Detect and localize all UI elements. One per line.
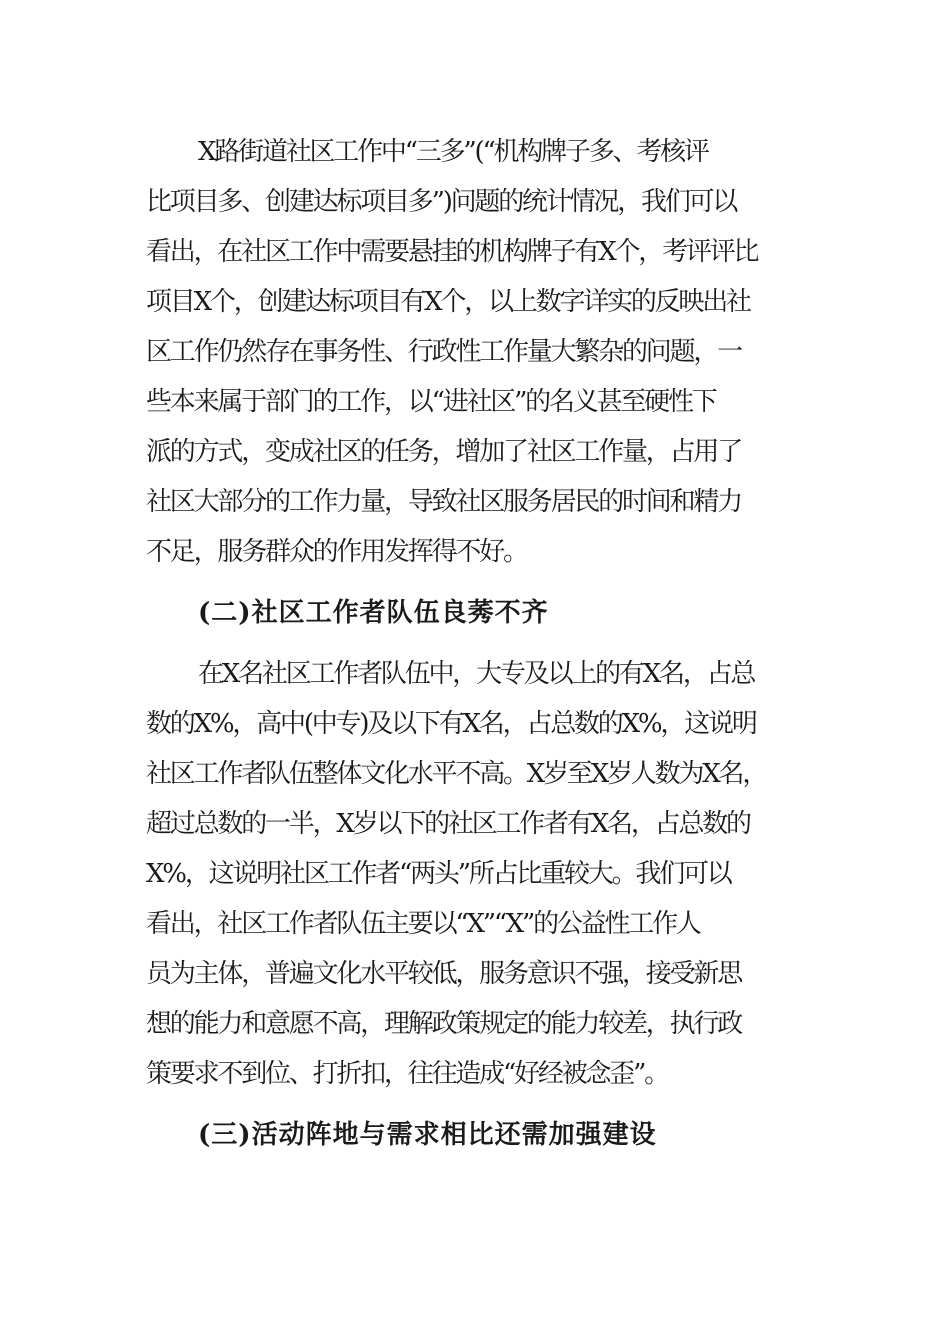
paragraph-line: 超过总数的一半，X岁以下的社区工作者有X名，占总数的 bbox=[146, 809, 750, 839]
paragraph-line: 在X名社区工作者队伍中，大专及以上的有X名，占总 bbox=[198, 659, 755, 689]
paragraph-line: 看出，社区工作者队伍主要以“X”“X”的公益性工作人 bbox=[146, 909, 700, 939]
section-heading-3: (三)活动阵地与需求相比还需加强建设 bbox=[198, 1120, 657, 1150]
paragraph-line: 不足，服务群众的作用发挥得不好。 bbox=[146, 537, 527, 567]
paragraph-line: 员为主体，普遍文化水平较低，服务意识不强，接受新思 bbox=[146, 959, 742, 989]
paragraph-line: 看出，在社区工作中需要悬挂的机构牌子有X个，考评评比 bbox=[146, 237, 758, 267]
paragraph-line: 派的方式，变成社区的任务，增加了社区工作量，占用了 bbox=[146, 437, 742, 467]
paragraph-line: 想的能力和意愿不高，理解政策规定的能力较差，执行政 bbox=[146, 1009, 742, 1039]
paragraph-line: 些本来属于部门的工作，以“进社区”的名义甚至硬性下 bbox=[146, 387, 716, 417]
paragraph-line: 区工作仍然存在事务性、行政性工作量大繁杂的问题，一 bbox=[146, 337, 742, 367]
paragraph-line: 项目X个，创建达标项目有X个，以上数字详实的反映出社 bbox=[146, 287, 750, 317]
paragraph-line: 策要求不到位、打折扣，往往造成“好经被念歪”。 bbox=[146, 1059, 668, 1089]
paragraph-line: 社区工作者队伍整体文化水平不高。X岁至X岁人数为X名， bbox=[146, 759, 767, 789]
paragraph-line: X%，这说明社区工作者“两头”所占比重较大。我们可以 bbox=[146, 859, 731, 889]
section-heading-2: (二)社区工作者队伍良莠不齐 bbox=[198, 598, 549, 628]
paragraph-line: 比项目多、创建达标项目多”)问题的统计情况，我们可以 bbox=[146, 187, 737, 217]
paragraph-line: 社区大部分的工作力量，导致社区服务居民的时间和精力 bbox=[146, 487, 742, 517]
paragraph-line: 数的X%，高中(中专)及以下有X名，占总数的X%，这说明 bbox=[146, 709, 756, 739]
paragraph-line: X路街道社区工作中“三多”(“机构牌子多、考核评 bbox=[198, 137, 708, 167]
